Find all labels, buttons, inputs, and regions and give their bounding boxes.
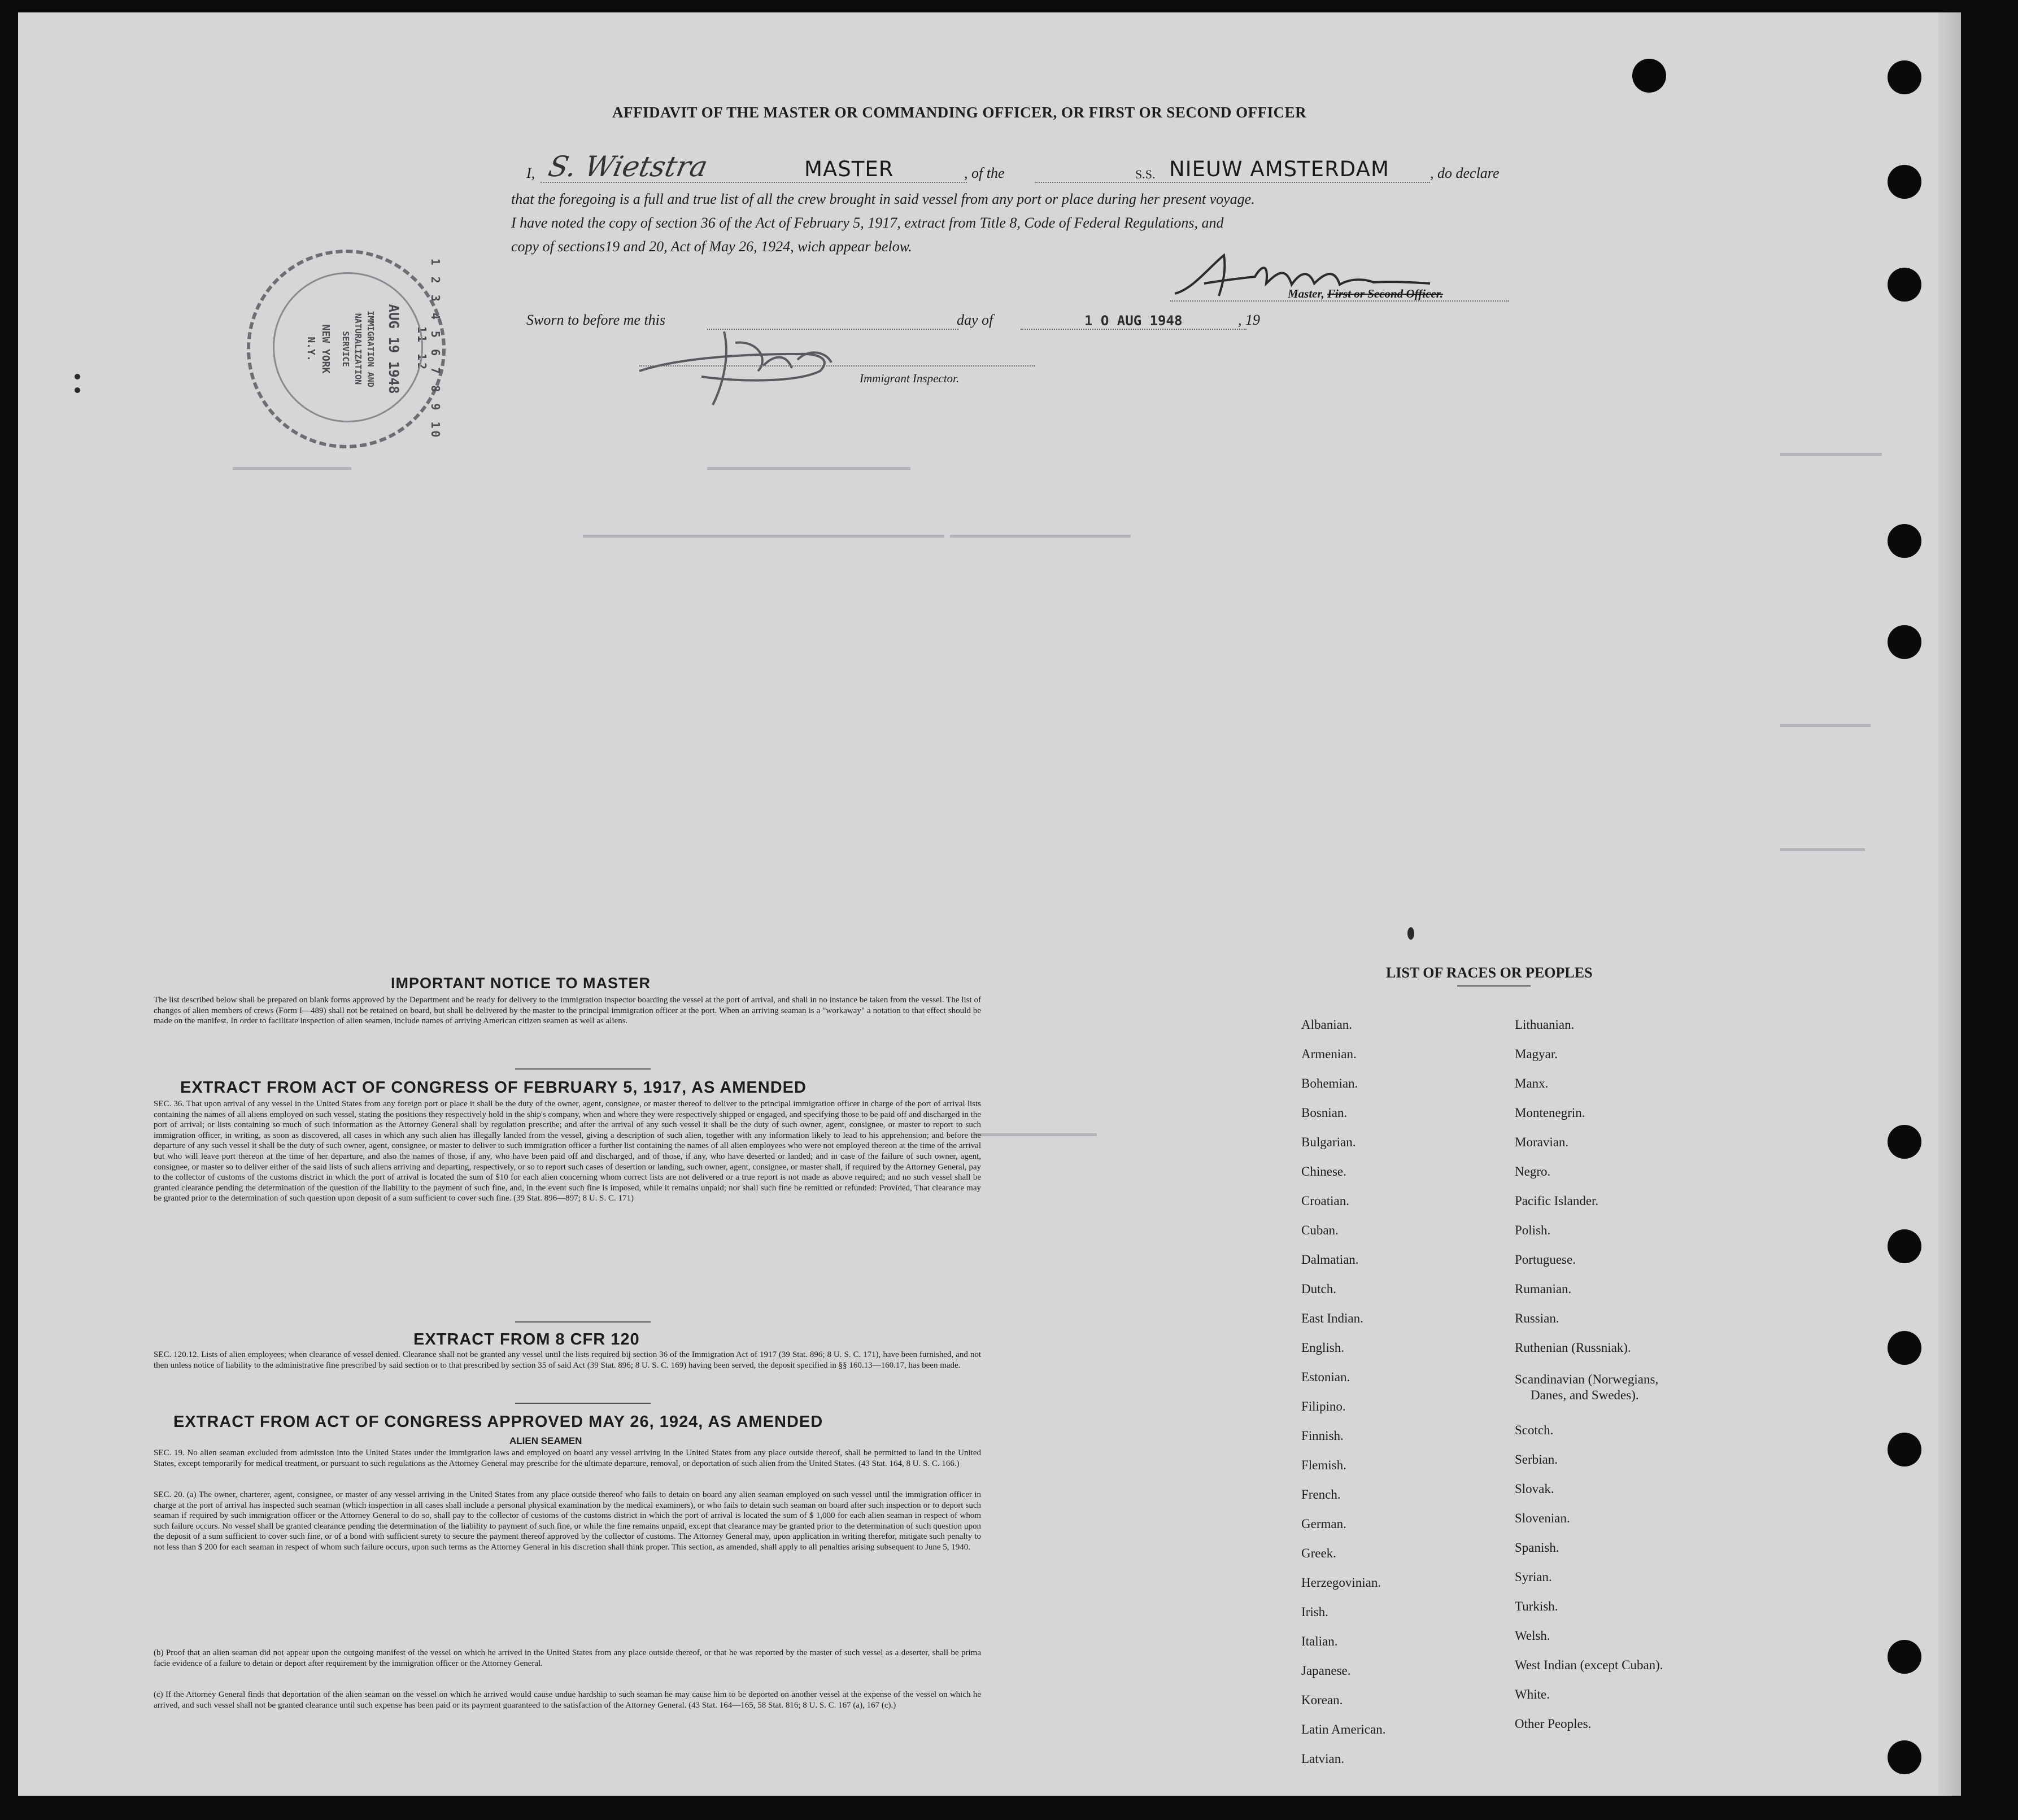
- race-item: White.: [1515, 1687, 1550, 1701]
- extract-1924-sec20a: SEC. 20. (a) The owner, charterer, agent, consignee, or master of any vessel arriving in the United States from any place outside thereof who fails to detain on board any alien seaman employed on such vessel until the immigration officer in charge at the port of arrival has inspected such seaman (which inspection in all cases shall include a personal physical examination by the medical examiners), or who fails to detain such seaman on board after such inspection or to deport such seaman if required by such immigration officer or the Attorney General to do so, shall pay to the collector of customs of the customs district in which the port of arrival is located the sum of $ 1,000 for each alien seaman in respect of whom such failure occurs. No vessel shall be granted clearance pending the determination of the liability to payment of such fine, or while the fine remains unpaid, except that clearance may be granted prior to the determination of such question upon the deposit of a sum sufficient to cover such fine, or of a bond with sufficient surety to secure the payment thereof approved by the collector of customs. The Attorney General may, upon application in writing therefor, mitigate such penalty to not less than $ 200 for each seaman in respect of whom such failure occurs, upon such terms as the Attorney General in his discretion shall think proper. This section, as amended, shall apply to all penalties arising subsequent to June 5, 1940.: [154, 1490, 981, 1552]
- race-item: Latvian.: [1301, 1752, 1344, 1766]
- race-item: Rumanian.: [1515, 1282, 1572, 1296]
- section-rule: [515, 1068, 651, 1070]
- stamp-ring-numbers: 1 2 3 4 5 6 7 8 9 10 11 12: [415, 258, 442, 440]
- day-of-label: day of: [957, 312, 993, 328]
- ink-spot: [75, 387, 80, 393]
- extract-1917-title: EXTRACT FROM ACT OF CONGRESS OF FEBRUARY 5, 1917, AS AMENDED: [180, 1079, 807, 1097]
- race-item: Italian.: [1301, 1634, 1338, 1648]
- extract-1924-title: EXTRACT FROM ACT OF CONGRESS APPROVED MAY 26, 1924, AS AMENDED: [173, 1413, 823, 1431]
- binder-hole: [1888, 268, 1921, 302]
- race-item: Armenian.: [1301, 1047, 1357, 1061]
- race-item: German.: [1301, 1517, 1346, 1531]
- bleed-through-mark: [1780, 848, 1865, 851]
- stamp-agency-1: IMMIGRATION AND: [365, 311, 376, 387]
- race-item: Dalmatian.: [1301, 1252, 1359, 1267]
- race-item: Russian.: [1515, 1311, 1559, 1325]
- race-item: Albanian.: [1301, 1018, 1353, 1032]
- binder-hole: [1888, 1229, 1921, 1263]
- of-the-label: , of the: [964, 165, 1005, 181]
- ink-spot: [75, 374, 80, 379]
- binder-hole: [1888, 1125, 1921, 1159]
- affidavit-line-2: that the foregoing is a full and true list of all the crew brought in said vessel from any port or place during her present voyage.: [511, 191, 1255, 207]
- extract-1924-sec20b: (b) Proof that an alien seaman did not appear upon the outgoing manifest of the vessel on which he arrived in the United States from any place outside thereof, or that he was reported by the master of such vessel as a deserter, shall be prima facie evidence of a failure to detain or deport after requirement by the immigration officer or the Attorney General.: [154, 1648, 981, 1668]
- binder-hole: [1888, 1331, 1921, 1365]
- race-item: Korean.: [1301, 1693, 1343, 1707]
- race-item: Serbian.: [1515, 1452, 1558, 1467]
- affidavit-line-3: I have noted the copy of section 36 of the Act of February 5, 1917, extract from Title 8, Code of Federal Regulations, and: [511, 215, 1224, 231]
- bleed-through-mark: [707, 467, 910, 470]
- i-label: I,: [526, 165, 535, 181]
- binder-hole: [1888, 165, 1921, 199]
- race-item: French.: [1301, 1487, 1341, 1502]
- binder-hole: [1888, 1740, 1921, 1774]
- affidavit-title: AFFIDAVIT OF THE MASTER OR COMMANDING OFFICER, OR FIRST OR SECOND OFFICER: [612, 104, 1307, 121]
- extract-1924-subtitle: ALIEN SEAMEN: [509, 1435, 582, 1446]
- race-item: Magyar.: [1515, 1047, 1558, 1061]
- binder-hole: [1888, 60, 1921, 94]
- race-item: Turkish.: [1515, 1599, 1558, 1613]
- page-edge: [1938, 12, 1961, 1796]
- race-item: Scotch.: [1515, 1423, 1554, 1437]
- race-item: Flemish.: [1301, 1458, 1346, 1472]
- do-declare-label: , do declare: [1430, 165, 1500, 181]
- race-item: Latin American.: [1301, 1722, 1386, 1736]
- race-item: Slovak.: [1515, 1482, 1554, 1496]
- extract-1924-sec20c: (c) If the Attorney General finds that deportation of the alien seaman on the vessel on which he arrived would cause undue hardship to such seaman he may cause him to be deported on another vessel at the expense of the vessel on which he arrived, and such vessel shall not be granted clearance until such expense has been paid or its payment guaranteed to the satisfaction of the Attorney General. (43 Stat. 164—165, 58 Stat. 816; 8 U. S. C. 167 (a), 167 (c).): [154, 1690, 981, 1710]
- binder-hole: [1888, 625, 1921, 659]
- section-rule: [515, 1403, 651, 1404]
- race-item: Dutch.: [1301, 1282, 1336, 1296]
- inspector-line: [639, 365, 1035, 366]
- extract-1924-sec19: SEC. 19. No alien seaman excluded from admission into the United States under the immigration laws and employed on board any vessel arriving in the United States from any place outside thereof, shall be permitted to land in the United States, except temporarily for medical treatment, or pursuant to such regulations as the Attorney General may prescribe for the ultimate departure, removal, or deportation of such alien from the United States. (43 Stat. 164, 8 U. S. C. 166.): [154, 1448, 981, 1468]
- master-signature-name: S. Wietstra: [545, 150, 711, 183]
- race-item: West Indian (except Cuban).: [1515, 1658, 1663, 1672]
- extract-cfr-text: SEC. 120.12. Lists of alien employees; when clearance of vessel denied. Clearance shall not be granted any vessel until the lists required bij section 36 of the Immigration Act of 1917 (39 Stat. 896; 8 U. S. C. 171), have been furnished, and not then unless notice of liability to the administrative fine prescribed by said section or to that prescribed by section 35 of said Act (39 Stat. 896; 8 U. S. C. 169) having been served, the deposit specified in §§ 160.13—160.17, has been made.: [154, 1350, 981, 1370]
- binder-hole: [1632, 59, 1666, 93]
- race-item: Danes, and Swedes).: [1531, 1388, 1639, 1402]
- vessel-line: [1035, 182, 1430, 183]
- sworn-date-line: [1021, 329, 1246, 330]
- bleed-through-mark: [1780, 453, 1882, 456]
- section-rule: [515, 1321, 651, 1323]
- vessel-name: NIEUW AMSTERDAM: [1169, 157, 1389, 181]
- officer-caption: [1288, 287, 1443, 301]
- ink-spot: [1407, 927, 1414, 940]
- race-item: Slovenian.: [1515, 1511, 1570, 1525]
- extract-1917-text: SEC. 36. That upon arrival of any vessel in the United States from any foreign port or place it shall be the duty of the owner, agent, consignee, or master thereof to deliver to the principal immigration officer in charge of the port of arrival lists containing the names of all aliens employed on such vessel, stating the positions they respectively hold in the ship's company, when and where they were respectively shipped or engaged, and specifying those to be paid off and discharged in the port of arrival; or lists containing so much of such information as the Attorney General shall by regulation prescribe; and after the arrival of any such vessel it shall be the duty of such owner, agent, consignee, or master to report to such immigration officer, in writing, as soon as discovered, all cases in which any such alien has illegally landed from the vessel, giving a description of such alien, together with any information likely to lead to his apprehension; and before the departure of any such vessel it shall be the duty of such owner, agent, consignee, or master to deliver to such immigration officer a further list containing the names of all alien employees who were not employed thereon at the time of the arrival but who will leave port thereon at the time of her departure, and also the names of those, if any, who have been paid off and discharged, and of those, if any, who have deserted or landed; and in case of the failure of such owner, agent, consignee, or master so to deliver either of the said lists of such aliens arriving and departing, respectively, or so to report such cases of desertion or landing, such owner, agent, consignee, or master shall, if required by the Attorney General, pay to the collector of customs of the customs district in which the port of arrival is located the sum of $10 for each alien concerning whom correct lists are not delivered or a true report is not made as above required; and no such vessel shall be granted clearance pending the determination of the question of the liability to the payment of such fine, and, in the event such fine is imposed, while it remains unpaid; nor shall such fine be remitted or refunded: Provided, That clearance may be granted prior to the determination of such question upon deposit of a sum sufficient to cover such fine. (39 Stat. 896—897; 8 U. S. C. 171): [154, 1099, 981, 1203]
- inspector-caption: Immigrant Inspector.: [860, 372, 960, 385]
- stamp-date: AUG 19 1948: [386, 304, 402, 394]
- struck-officer-caption: First or Second Officer.: [1327, 287, 1443, 300]
- rank-value: MASTER: [804, 157, 894, 181]
- race-item: Spanish.: [1515, 1540, 1559, 1555]
- race-item: Finnish.: [1301, 1429, 1344, 1443]
- race-item: Bohemian.: [1301, 1076, 1358, 1090]
- race-item: Moravian.: [1515, 1135, 1569, 1149]
- name-line: [541, 182, 967, 183]
- year-label: , 19: [1238, 312, 1260, 328]
- affidavit-line-4: copy of sections19 and 20, Act of May 26, 1924, wich appear below.: [511, 238, 912, 255]
- bleed-through-mark: [973, 1133, 1097, 1136]
- race-item: Bulgarian.: [1301, 1135, 1356, 1149]
- document-page: [18, 12, 1961, 1796]
- race-item: Herzegovinian.: [1301, 1575, 1381, 1590]
- ss-label: S.S.: [1135, 167, 1156, 181]
- bleed-through-mark: [233, 467, 351, 470]
- races-title: LIST OF RACES OR PEOPLES: [1386, 964, 1593, 981]
- notice-text: The list described below shall be prepared on blank forms approved by the Department and be ready for delivery to the immigration inspector boarding the vessel at the port of arrival, and shall in no instance be taken from the vessel. The list of changes of alien members of crews (Form I—489) shall not be retained on board, but shall be delivered by the master to the principal immigration officer at the port. When an arriving seaman is a "workaway" a notation to that effect should be made on the manifest. In order to facilitate inspection of alien seamen, include names of arriving American citizen seamen as well as aliens.: [154, 996, 981, 1026]
- notice-title: IMPORTANT NOTICE TO MASTER: [391, 975, 651, 992]
- master-signature: [1170, 250, 1436, 312]
- race-item: Manx.: [1515, 1076, 1549, 1090]
- race-item: Irish.: [1301, 1605, 1328, 1619]
- stamp-agency-2: NATURALIZATION: [353, 313, 363, 385]
- stamp-state: N.Y.: [305, 337, 317, 361]
- race-item: Polish.: [1515, 1223, 1551, 1237]
- race-item: Ruthenian (Russniak).: [1515, 1341, 1631, 1355]
- race-item: English.: [1301, 1341, 1345, 1355]
- races-rule: [1457, 985, 1531, 987]
- extract-cfr-title: EXTRACT FROM 8 CFR 120: [413, 1330, 640, 1348]
- race-item: Cuban.: [1301, 1223, 1339, 1237]
- race-item: Scandinavian (Norwegians,: [1515, 1372, 1659, 1386]
- race-item: Portuguese.: [1515, 1252, 1576, 1267]
- sworn-date-stamp: 1 O AUG 1948: [1084, 313, 1183, 329]
- race-item: Pacific Islander.: [1515, 1194, 1599, 1208]
- race-item: Bosnian.: [1301, 1106, 1348, 1120]
- race-item: Negro.: [1515, 1164, 1551, 1179]
- binder-hole: [1888, 1433, 1921, 1467]
- race-item: Welsh.: [1515, 1629, 1550, 1643]
- binder-hole: [1888, 1640, 1921, 1674]
- race-item: Croatian.: [1301, 1194, 1349, 1208]
- race-item: Chinese.: [1301, 1164, 1346, 1179]
- race-item: Estonian.: [1301, 1370, 1350, 1384]
- bleed-through-mark: [583, 535, 944, 538]
- race-item: Syrian.: [1515, 1570, 1552, 1584]
- bleed-through-mark: [1780, 724, 1871, 727]
- stamp-agency-3: SERVICE: [341, 331, 351, 367]
- binder-hole: [1888, 524, 1921, 558]
- sworn-label: Sworn to before me this: [526, 312, 666, 328]
- immigration-stamp: [247, 250, 446, 448]
- master-caption: Master,: [1288, 287, 1324, 300]
- race-item: Filipino.: [1301, 1399, 1346, 1413]
- stamp-city: NEW YORK: [320, 324, 332, 374]
- race-item: Lithuanian.: [1515, 1018, 1575, 1032]
- race-item: Other Peoples.: [1515, 1717, 1592, 1731]
- race-item: Japanese.: [1301, 1664, 1351, 1678]
- bleed-through-mark: [950, 535, 1131, 538]
- race-item: Montenegrin.: [1515, 1106, 1585, 1120]
- race-item: East Indian.: [1301, 1311, 1363, 1325]
- race-item: Greek.: [1301, 1546, 1336, 1560]
